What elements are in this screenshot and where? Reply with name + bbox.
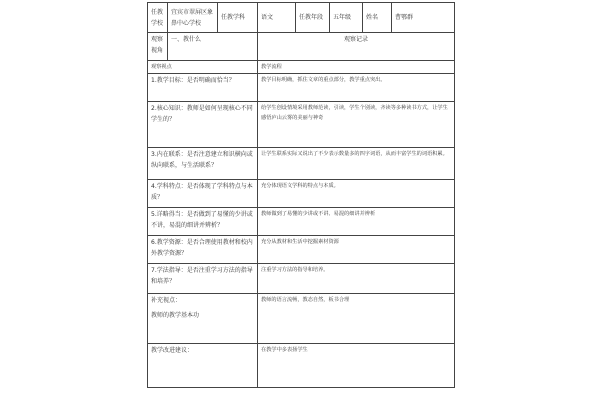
grade-value: 五年级 <box>330 3 363 33</box>
subject-label: 任教学科 <box>218 3 258 33</box>
point-1: 1.教学目标：是否明确而恰当？ <box>148 74 258 102</box>
subject-value: 语文 <box>258 3 296 33</box>
column-header-row <box>148 61 455 74</box>
observation-table <box>147 2 455 388</box>
table-row <box>148 148 455 180</box>
point-5: 5.详略得当：是否做到了易懂的少讲或不讲，易混的细讲并辨析？ <box>148 208 258 236</box>
table-row <box>148 180 455 208</box>
improve-label: 教学改进建议： <box>148 344 258 388</box>
table-row <box>148 102 455 148</box>
angle-label: 观察视角 <box>148 33 168 61</box>
note-7: 注重学习方法的指导和培养。 <box>258 264 455 294</box>
supplement-label: 补充视点： <box>151 297 182 304</box>
table-row <box>148 264 455 294</box>
grade-label: 任教年段 <box>296 3 330 33</box>
name-value: 曹鄂群 <box>392 3 455 33</box>
points-header: 观察视点 <box>148 61 258 74</box>
school-label: 任教学校 <box>148 3 168 33</box>
observe-angle-row <box>148 33 455 61</box>
process-header: 教学流程 <box>258 61 455 74</box>
point-6: 6.教学资源：是否合理使用教材和校内外教学资源？ <box>148 236 258 264</box>
note-4: 充分体现语文学科的特点与本质。 <box>258 180 455 208</box>
point-4: 4.学科特点：是否体现了学科特点与本质？ <box>148 180 258 208</box>
supplement-sub: 教师的教学基本功 <box>151 312 200 319</box>
record-title: 观察记录 <box>258 33 455 61</box>
note-6: 充分从教材和生活中挖掘素材资源 <box>258 236 455 264</box>
supplement-note: 教师的语言流畅，教态自然，板书合理 <box>258 294 455 344</box>
note-1: 教学目标明确，抓住文章的重点部分，教学重点突出。 <box>258 74 455 102</box>
point-3: 3.内在联系：是否注意建立和识横向或纵向联系，与生活联系？ <box>148 148 258 180</box>
improve-row <box>148 344 455 388</box>
supplement-row <box>148 294 455 344</box>
note-5: 教师做到了易懂的少讲或不讲、易混的细讲并辨析 <box>258 208 455 236</box>
name-label: 姓名 <box>363 3 392 33</box>
point-7: 7.学法指导：是否注重学习方法的指导和培养？ <box>148 264 258 294</box>
improve-note: 在教学中多表扬学生 <box>258 344 455 388</box>
note-2: 给学生创设情境采用教师范读，引读，学生个别读，齐读等多种读书方式，让学生感悟庐山云雾的美丽与神奇 <box>258 102 455 148</box>
school-value: 宜宾市翠屏区象鼻中心学校 <box>168 3 218 33</box>
table-row <box>148 74 455 102</box>
note-3: 让学生联系实际又说出了不少表示数量多的四字词语，从而丰富学生的词语积累。 <box>258 148 455 180</box>
table-row <box>148 236 455 264</box>
angle-value: 一、教什么 <box>168 33 258 61</box>
header-row <box>148 3 455 33</box>
supplement-cell <box>148 294 258 344</box>
point-2: 2.核心知识：教师是如何呈现核心不同学生的？ <box>148 102 258 148</box>
table-row <box>148 208 455 236</box>
